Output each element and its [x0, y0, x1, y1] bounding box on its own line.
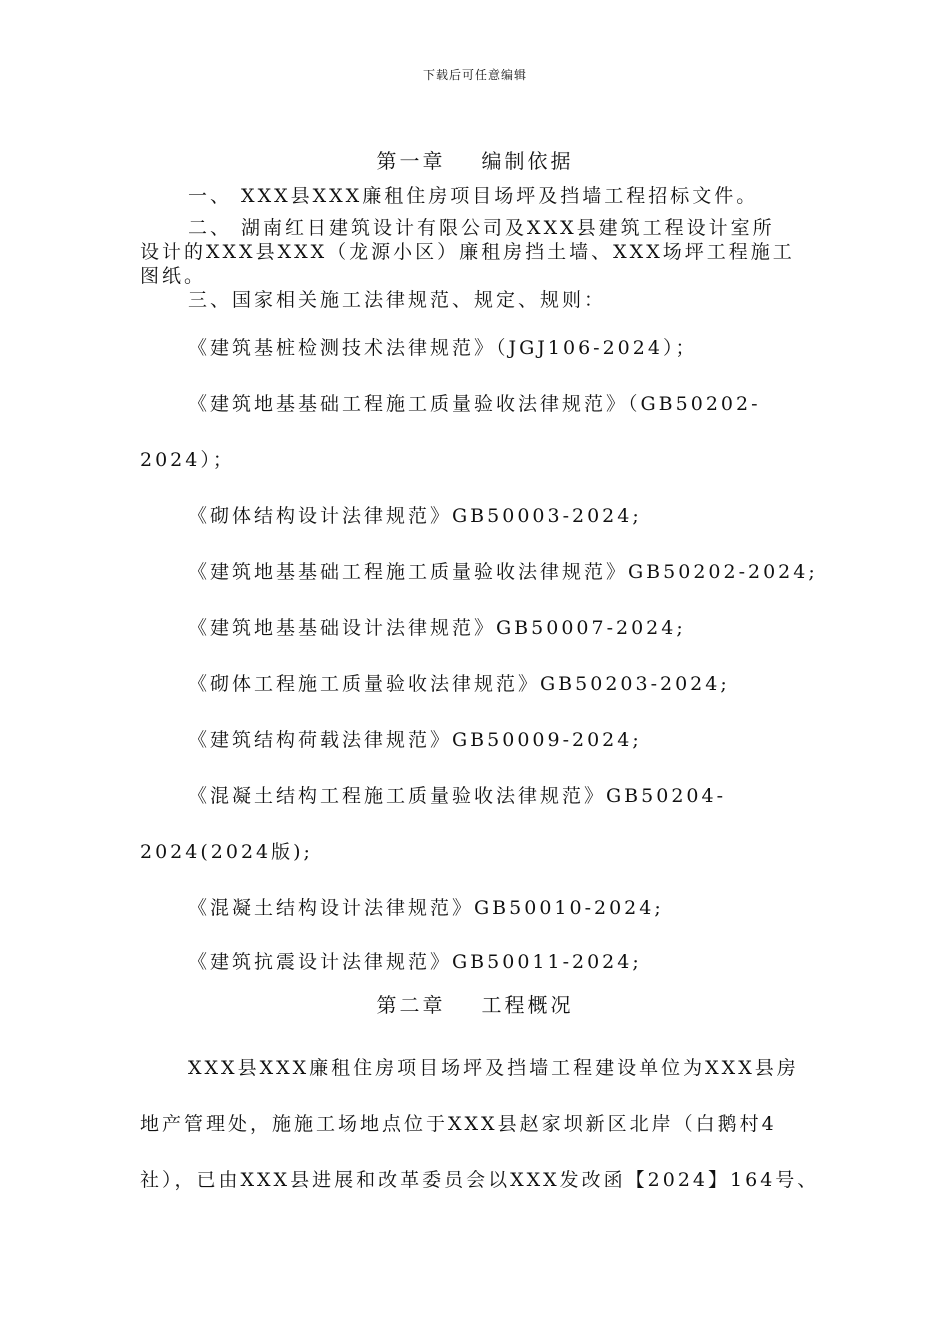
standard-line: 《砌体工程施工质量验收法律规范》GB50203-2024; [188, 673, 730, 695]
chapter-1-title [0, 148, 950, 174]
basis-item-2: 二、 湖南红日建筑设计有限公司及XXX县建筑工程设计室所 [188, 217, 775, 239]
overview-line: 社），已由XXX县进展和改革委员会以XXX发改函【2024】164号、 [140, 1169, 820, 1191]
standard-line: 《建筑地基基础设计法律规范》GB50007-2024; [188, 617, 686, 639]
chapter-2-title [0, 992, 950, 1018]
chapter-2-number: 第二章 [376, 993, 446, 1017]
basis-item-3: 三、国家相关施工法律规范、规定、规则： [188, 289, 607, 311]
standard-line: 《建筑基桩检测技术法律规范》（JGJ106-2024）； [188, 337, 698, 359]
chapter-1-heading: 编制依据 [481, 149, 574, 173]
standard-line: 2024(2024版); [140, 841, 313, 863]
standard-line: 《建筑地基基础工程施工质量验收法律规范》GB50202-2024; [188, 561, 818, 583]
basis-item-2-end: 图纸。 [140, 265, 207, 287]
standard-line: 《建筑抗震设计法律规范》GB50011-2024; [188, 951, 642, 973]
standard-line: 《砌体结构设计法律规范》GB50003-2024; [188, 505, 642, 527]
basis-item-1: 一、 XXX县XXX廉租住房项目场坪及挡墙工程招标文件。 [188, 185, 759, 207]
chapter-1-number: 第一章 [376, 149, 446, 173]
chapter-2-heading: 工程概况 [481, 993, 574, 1017]
standard-line: 《混凝土结构设计法律规范》GB50010-2024; [188, 897, 664, 919]
page-header: 下载后可任意编辑 [422, 68, 527, 82]
standard-line: 《建筑地基基础工程施工质量验收法律规范》（GB50202- [188, 393, 761, 415]
standard-line: 《建筑结构荷载法律规范》GB50009-2024; [188, 729, 642, 751]
overview-line: 地产管理处，施施工场地点位于XXX县赵家坝新区北岸（白鹅村4 [140, 1113, 777, 1135]
overview-line: XXX县XXX廉租住房项目场坪及挡墙工程建设单位为XXX县房 [188, 1057, 799, 1079]
basis-item-2-cont: 设计的XXX县XXX（龙源小区）廉租房挡土墙、XXX场坪工程施工 [140, 241, 795, 263]
standard-line: 《混凝土结构工程施工质量验收法律规范》GB50204- [188, 785, 727, 807]
standard-line: 2024）； [140, 449, 235, 471]
